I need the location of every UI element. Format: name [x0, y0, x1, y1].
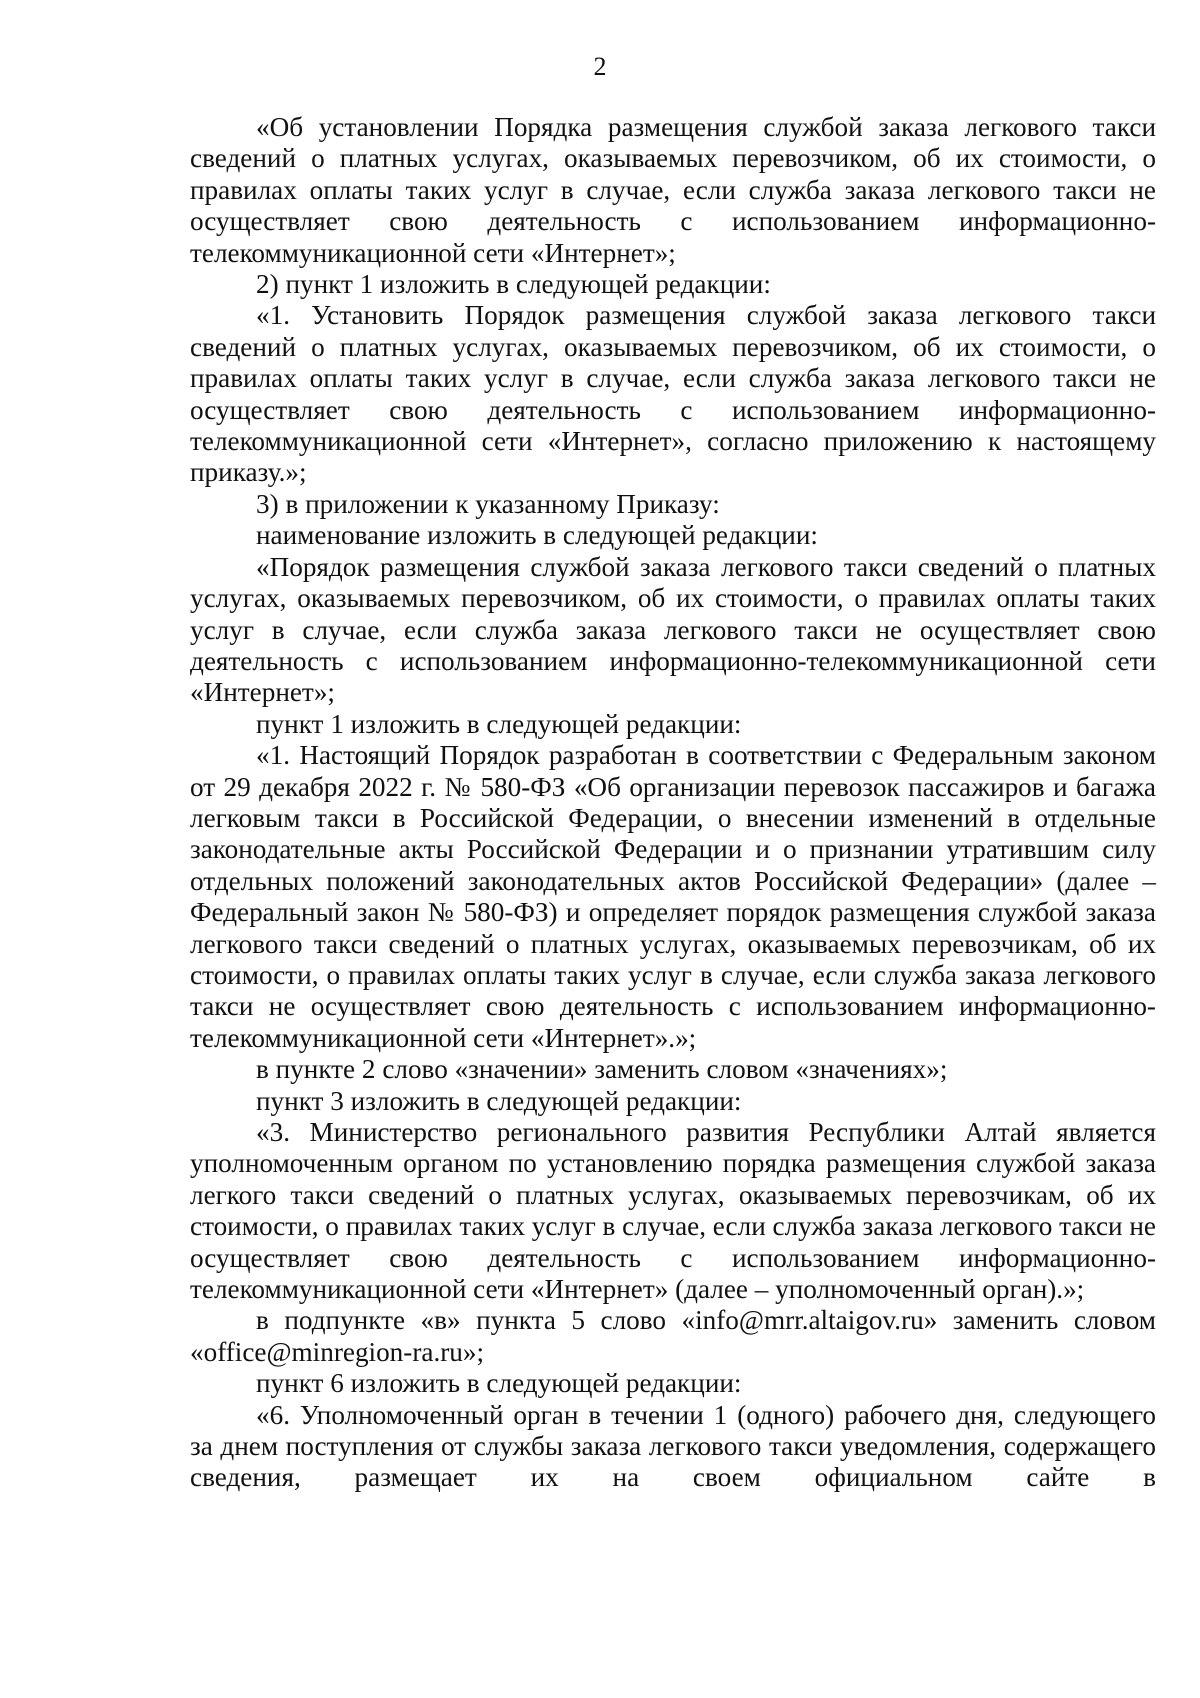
page-number: 2 — [593, 52, 607, 81]
paragraph-item-2: 2) пункт 1 изложить в следующей редакции: — [256, 269, 771, 300]
paragraph-new-point-1: «1. Установить Порядок размещения службой заказа легкового такси сведений о платных услугах, оказываемых перевозчиком, об их стоимости, о правилах оплаты таких услуг в случае, если служба заказа легкового такси не осуществляет свою деятельность с использованием информационно-телекоммуникационной сети «Интернет», согласно приложению к настоящему приказу.»; — [190, 300, 1156, 488]
paragraph-new-name: «Порядок размещения службой заказа легкового такси сведений о платных услугах, оказываемых перевозчиком, об их стоимости, о правилах оплаты таких услуг в случае, если служба заказа легкового такси не осуществляет свою деятельность с использованием информационно-телекоммуникационной сети «Интернет»; — [190, 551, 1156, 708]
paragraph-point-1-change: пункт 1 изложить в следующей редакции: — [256, 708, 742, 739]
paragraph-point-6-change: пункт 6 изложить в следующей редакции: — [256, 1368, 742, 1399]
paragraph-point-2-change: в пункте 2 слово «значении» заменить словом «значениях»; — [256, 1054, 948, 1085]
paragraph-point-3-change: пункт 3 изложить в следующей редакции: — [256, 1085, 742, 1116]
document-body — [190, 112, 1156, 1494]
paragraph-new-point-6: «6. Уполномоченный орган в течении 1 (одного) рабочего дня, следующего за днем поступления от службы заказа легкового такси уведомления, содержащего сведения, размещает их на своем официальном сайте в — [190, 1399, 1156, 1493]
paragraph-point-5-email-change: в подпункте «в» пункта 5 слово «info@mrr.altaigov.ru» заменить словом «office@minregion-ra.ru»; — [190, 1305, 1156, 1367]
paragraph-new-point-3: «3. Министерство регионального развития Республики Алтай является уполномоченным органом по установлению порядка размещения службой заказа легкого такси сведений о платных услугах, оказываемых перевозчикам, об их стоимости, о правилах таких услуг в случае, если служба заказа легкового такси не осуществляет свою деятельность с использованием информационно-телекоммуникационной сети «Интернет» (далее – уполномоченный орган).»; — [190, 1117, 1156, 1305]
paragraph-new-order-point-1: «1. Настоящий Порядок разработан в соответствии с Федеральным законом от 29 декабря 2022 г. № 580-ФЗ «Об организации перевозок пассажиров и багажа легковым такси в Российской Федерации, о внесении изменений в отдельные законодательные акты Российской Федерации и о признании утратившим силу отдельных положений законодательных актов Российской Федерации» (далее – Федеральный закон № 580-ФЗ) и определяет порядок размещения службой заказа легкового такси сведений о платных услугах, оказываемых перевозчикам, об их стоимости, о правилах оплаты таких услуг в случае, если служба заказа легкового такси не осуществляет свою деятельность с использованием информационно-телекоммуникационной сети «Интернет».»; — [190, 740, 1156, 1053]
paragraph-title-quote: «Об установлении Порядка размещения службой заказа легкового такси сведений о платных услугах, оказываемых перевозчиком, об их стоимости, о правилах оплаты таких услуг в случае, если служба заказа легкового такси не осуществляет свою деятельность с использованием информационно-телекоммуникационной сети «Интернет»; — [190, 112, 1156, 268]
paragraph-item-3: 3) в приложении к указанному Приказу: — [256, 488, 720, 519]
paragraph-name-change: наименование изложить в следующей редакции: — [256, 520, 818, 551]
